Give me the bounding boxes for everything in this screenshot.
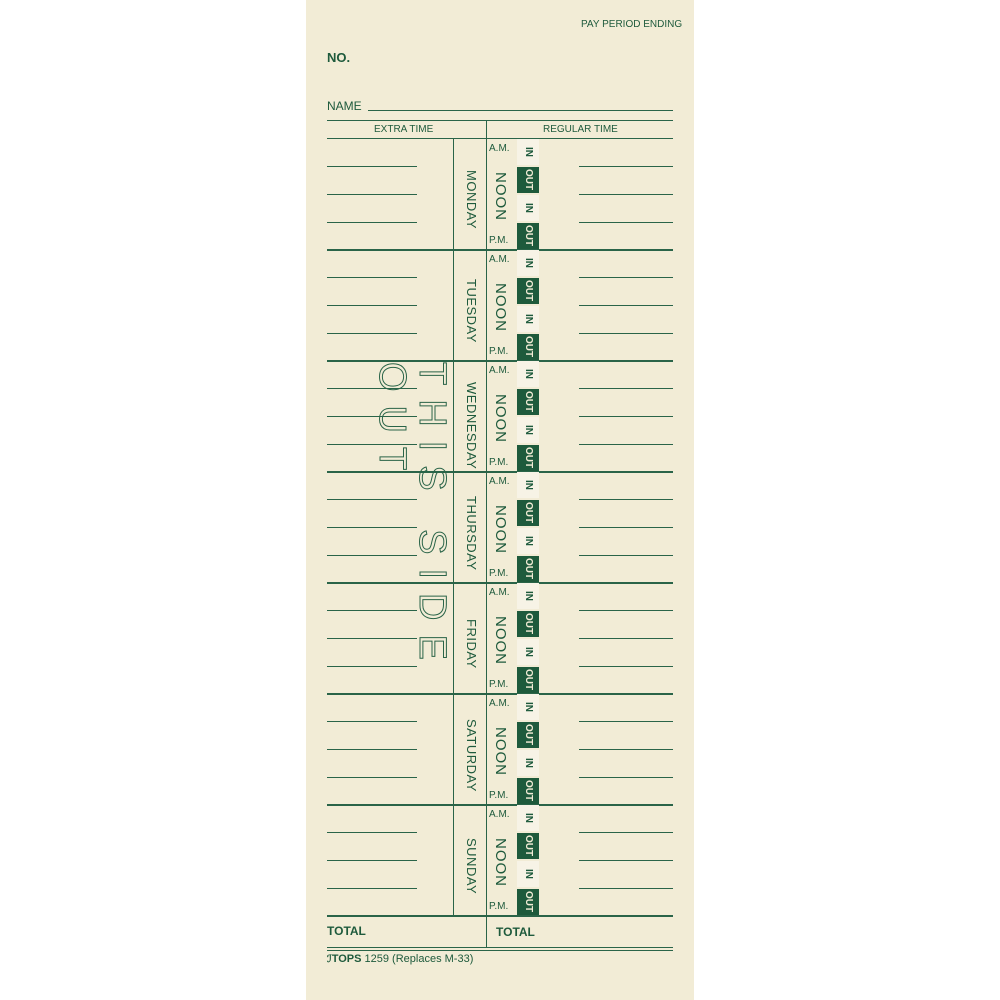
total-regular-label: TOTAL	[496, 925, 535, 939]
extra-time-line[interactable]	[327, 860, 417, 861]
extra-time-line[interactable]	[327, 527, 417, 528]
number-label: NO.	[327, 50, 351, 65]
punch-in-label: IN	[523, 869, 534, 879]
regular-time-line[interactable]	[579, 166, 673, 167]
punch-in-label: IN	[523, 647, 534, 657]
extra-time-line[interactable]	[327, 305, 417, 306]
day-separator	[327, 693, 673, 695]
tops-logo-icon: ℐ	[327, 954, 332, 965]
pm-label: P.M.	[489, 457, 509, 468]
extra-time-line[interactable]	[327, 277, 417, 278]
punch-out-marker	[517, 833, 539, 859]
regular-time-line[interactable]	[579, 305, 673, 306]
punch-out-marker	[517, 223, 539, 249]
am-label: A.M.	[489, 698, 510, 709]
totals-bottom-rule-2	[327, 950, 673, 951]
punch-out-marker	[517, 889, 539, 915]
punch-out-label: OUT	[523, 780, 534, 802]
punch-in-marker	[517, 361, 539, 387]
noon-label: NOON	[492, 283, 509, 332]
extra-time-line[interactable]	[327, 721, 417, 722]
pm-label: P.M.	[489, 790, 509, 801]
punch-out-label: OUT	[523, 447, 534, 469]
am-label: A.M.	[489, 809, 510, 820]
punch-out-marker	[517, 667, 539, 693]
punch-out-label: OUT	[523, 724, 534, 746]
brand-name: TOPS	[331, 953, 362, 965]
day-label: SUNDAY	[464, 837, 479, 895]
punch-in-label: IN	[523, 702, 534, 712]
punch-in-label: IN	[523, 147, 534, 157]
day-column-left-rule	[453, 138, 454, 916]
punch-in-label: IN	[523, 813, 534, 823]
name-line[interactable]	[368, 110, 673, 111]
product-code: 1259 (Replaces M-33)	[364, 953, 474, 965]
pm-label: P.M.	[489, 679, 509, 690]
punch-out-label: OUT	[523, 613, 534, 635]
punch-out-marker	[517, 611, 539, 637]
extra-time-line[interactable]	[327, 666, 417, 667]
punch-in-marker	[517, 195, 539, 221]
punch-in-marker	[517, 306, 539, 332]
noon-label: NOON	[492, 394, 509, 443]
punch-out-marker	[517, 334, 539, 360]
day-label: MONDAY	[464, 170, 479, 230]
extra-time-line[interactable]	[327, 832, 417, 833]
punch-in-marker	[517, 139, 539, 165]
this-side-out-watermark: THIS SIDE OUT	[371, 362, 453, 674]
am-label: A.M.	[489, 365, 510, 376]
punch-in-label: IN	[523, 369, 534, 379]
punch-out-marker	[517, 500, 539, 526]
punch-in-label: IN	[523, 591, 534, 601]
punch-in-marker	[517, 861, 539, 887]
punch-out-label: OUT	[523, 502, 534, 524]
regular-time-line[interactable]	[579, 499, 673, 500]
regular-time-line[interactable]	[579, 416, 673, 417]
punch-in-marker	[517, 472, 539, 498]
day-label: TUESDAY	[464, 279, 479, 343]
punch-out-marker	[517, 445, 539, 471]
noon-label: NOON	[492, 838, 509, 887]
noon-label: NOON	[492, 727, 509, 776]
regular-time-line[interactable]	[579, 194, 673, 195]
punch-out-marker	[517, 167, 539, 193]
punch-in-marker	[517, 750, 539, 776]
regular-time-line[interactable]	[579, 777, 673, 778]
punch-out-label: OUT	[523, 225, 534, 247]
regular-time-line[interactable]	[579, 832, 673, 833]
am-label: A.M.	[489, 476, 510, 487]
extra-time-line[interactable]	[327, 166, 417, 167]
regular-time-line[interactable]	[579, 222, 673, 223]
name-label: NAME	[327, 99, 362, 113]
punch-in-marker	[517, 417, 539, 443]
noon-label: NOON	[492, 505, 509, 554]
punch-in-label: IN	[523, 425, 534, 435]
regular-time-heading: REGULAR TIME	[543, 124, 618, 135]
punch-out-label: OUT	[523, 391, 534, 413]
column-header-top-rule	[327, 120, 673, 121]
punch-in-marker	[517, 805, 539, 831]
extra-time-heading: EXTRA TIME	[374, 124, 434, 135]
punch-in-marker	[517, 250, 539, 276]
punch-in-marker	[517, 528, 539, 554]
column-header-bottom-rule	[327, 138, 673, 139]
punch-out-label: OUT	[523, 669, 534, 691]
extra-time-line[interactable]	[327, 749, 417, 750]
punch-in-marker	[517, 694, 539, 720]
day-separator	[327, 804, 673, 806]
extra-time-line[interactable]	[327, 610, 417, 611]
day-label: WEDNESDAY	[464, 382, 479, 470]
extra-time-line[interactable]	[327, 555, 417, 556]
punch-out-label: OUT	[523, 891, 534, 913]
regular-time-line[interactable]	[579, 333, 673, 334]
regular-time-line[interactable]	[579, 527, 673, 528]
regular-time-line[interactable]	[579, 388, 673, 389]
punch-in-label: IN	[523, 536, 534, 546]
regular-time-line[interactable]	[579, 277, 673, 278]
punch-out-marker	[517, 556, 539, 582]
center-divider	[486, 120, 487, 948]
punch-in-label: IN	[523, 258, 534, 268]
regular-time-line[interactable]	[579, 555, 673, 556]
regular-time-line[interactable]	[579, 666, 673, 667]
extra-time-line[interactable]	[327, 777, 417, 778]
pm-label: P.M.	[489, 235, 509, 246]
totals-bottom-rule	[327, 947, 673, 948]
day-separator	[327, 582, 673, 584]
punch-out-label: OUT	[523, 169, 534, 191]
regular-time-line[interactable]	[579, 860, 673, 861]
pm-label: P.M.	[489, 901, 509, 912]
am-label: A.M.	[489, 143, 510, 154]
extra-time-line[interactable]	[327, 222, 417, 223]
punch-out-marker	[517, 778, 539, 804]
punch-out-label: OUT	[523, 336, 534, 358]
regular-time-line[interactable]	[579, 721, 673, 722]
punch-in-marker	[517, 583, 539, 609]
punch-in-label: IN	[523, 314, 534, 324]
punch-out-marker	[517, 389, 539, 415]
totals-top-rule	[327, 915, 673, 917]
extra-time-line[interactable]	[327, 194, 417, 195]
pm-label: P.M.	[489, 346, 509, 357]
day-label: FRIDAY	[464, 619, 479, 669]
extra-time-line[interactable]	[327, 888, 417, 889]
day-label: THURSDAY	[464, 495, 479, 571]
regular-time-line[interactable]	[579, 888, 673, 889]
total-extra-label: TOTAL	[327, 924, 366, 938]
punch-out-label: OUT	[523, 835, 534, 857]
regular-time-line[interactable]	[579, 444, 673, 445]
noon-label: NOON	[492, 172, 509, 221]
extra-time-line[interactable]	[327, 499, 417, 500]
punch-out-label: OUT	[523, 558, 534, 580]
pm-label: P.M.	[489, 568, 509, 579]
am-label: A.M.	[489, 254, 510, 265]
day-label: SATURDAY	[464, 718, 479, 792]
punch-in-label: IN	[523, 480, 534, 490]
am-label: A.M.	[489, 587, 510, 598]
day-separator	[327, 249, 673, 251]
punch-out-marker	[517, 722, 539, 748]
punch-out-marker	[517, 278, 539, 304]
extra-time-line[interactable]	[327, 638, 417, 639]
extra-time-line[interactable]	[327, 333, 417, 334]
punch-in-marker	[517, 639, 539, 665]
regular-time-line[interactable]	[579, 610, 673, 611]
noon-label: NOON	[492, 616, 509, 665]
regular-time-line[interactable]	[579, 749, 673, 750]
punch-in-label: IN	[523, 203, 534, 213]
punch-out-label: OUT	[523, 280, 534, 302]
regular-time-line[interactable]	[579, 638, 673, 639]
punch-in-label: IN	[523, 758, 534, 768]
footer	[327, 954, 473, 965]
pay-period-label: PAY PERIOD ENDING	[581, 19, 683, 30]
